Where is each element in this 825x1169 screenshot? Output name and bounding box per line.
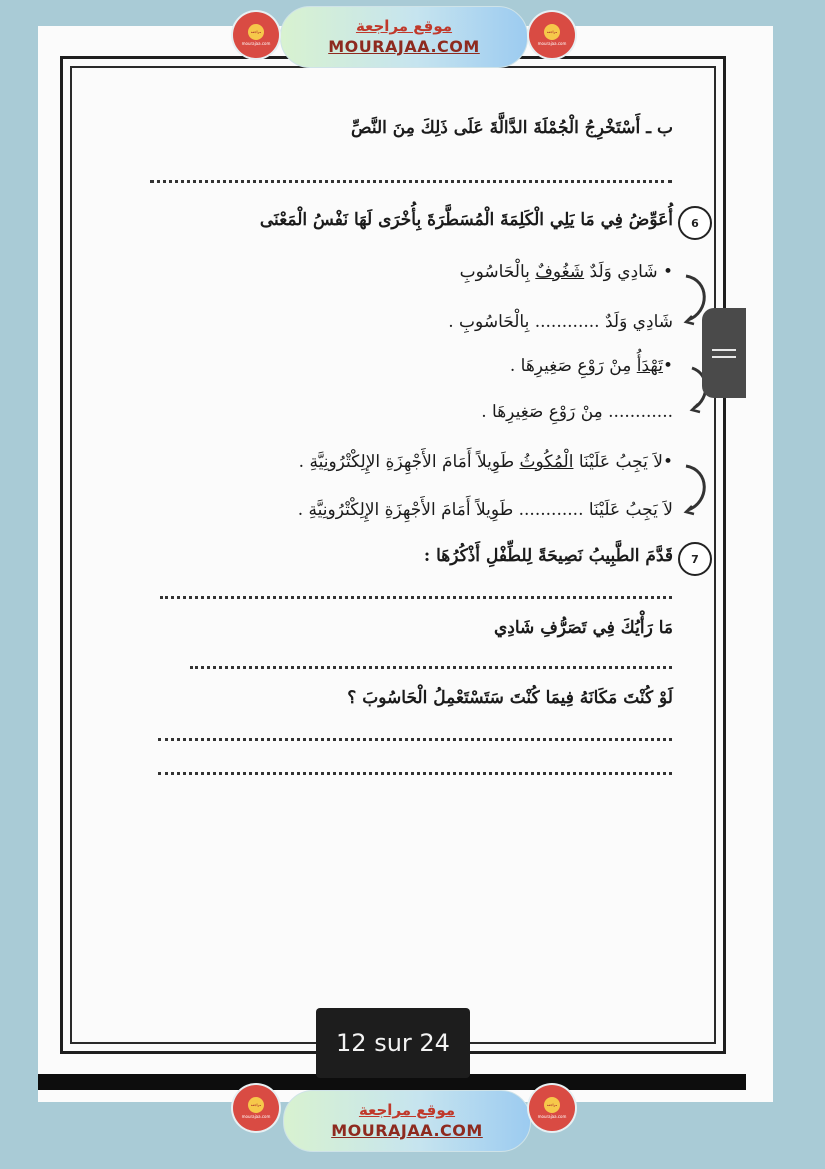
sentence-1-pre: • شَادِي وَلَدٌ [584, 262, 673, 282]
sentence-3-pre: •لاَ يَجِبُ عَلَيْنَا [573, 452, 673, 472]
logo-mark [248, 24, 264, 40]
logo-mark [544, 24, 560, 40]
page-indicator [316, 1008, 470, 1078]
scroll-handle-icon[interactable] [702, 308, 746, 398]
logo-caption: mourajaa.com [241, 1114, 271, 1119]
sentence-3-answer: لاَ يَجِبُ عَلَيْنَا ............ طَوِيلاً أَمَامَ الأَجْهِزَةِ الإِلِكْتْرُونِيَّةِ . [297, 500, 673, 520]
site-logo-left [233, 12, 279, 58]
handle-grip-line [712, 349, 736, 351]
sentence-3-post: طَوِيلاً أَمَامَ الأَجْهِزَةِ الإِلِكْتْرُونِيَّةِ . [298, 452, 520, 472]
logo-caption: mourajaa.com [537, 1114, 567, 1119]
logo-mark-text: مراجعة [546, 1103, 558, 1107]
logo-caption: mourajaa.com [537, 41, 567, 46]
site-logo-right [529, 12, 575, 58]
question-number-6: 6 [678, 206, 712, 240]
site-logo-right [529, 1085, 575, 1131]
header-site-link[interactable] [280, 6, 528, 68]
logo-caption: mourajaa.com [241, 41, 271, 46]
handle-grip-line [712, 356, 736, 358]
logo-mark-text: مراجعة [546, 30, 558, 34]
answer-line [160, 596, 672, 599]
sentence-2-pre: • [662, 356, 673, 376]
question-7-title: قَدَّمَ الطَّبِيبُ نَصِيحَةً لِلطِّفْلِ أَذْكُرُهَا : [423, 546, 673, 566]
question-number-7: 7 [678, 542, 712, 576]
question-opinion: مَا رَأْيُكَ فِي تَصَرُّفِ شَادِي [493, 618, 673, 638]
footer-site-english: MOURAJAA.COM [331, 1121, 483, 1140]
page-indicator-label: 12 sur 24 [336, 1029, 450, 1057]
logo-mark [248, 1097, 264, 1113]
logo-mark-text: مراجعة [250, 1103, 262, 1107]
sentence-2-underlined: تَهْدَأُ [636, 356, 663, 376]
question-place: لَوْ كُنْتَ مَكَانَهُ فِيمَا كُنْتَ سَتَسْتَعْمِلُ الْحَاسُوبَ ؟ [347, 688, 673, 708]
header-site-arabic: موقع مراجعة [355, 17, 453, 35]
question-b: ب ـ أَسْتَخْرِجُ الْجُمْلَةَ الدَّالَّةَ عَلَى ذَلِكَ مِنَ النَّصِّ [351, 118, 673, 138]
site-logo-left [233, 1085, 279, 1131]
answer-line [158, 738, 672, 741]
sentence-1 [460, 262, 673, 282]
footer-site-arabic: موقع مراجعة [358, 1101, 456, 1119]
sentence-2-answer: ............ مِنْ رَوْعِ صَغِيرِهَا . [481, 402, 673, 422]
answer-line [190, 666, 672, 669]
answer-line [150, 180, 672, 183]
question-6-title: أُعَوِّضُ فِي مَا يَلِي الْكَلِمَةَ الْمُسَطَّرَةَ بِأُخْرَى لَهَا نَفْسُ الْمَعْنَى [259, 210, 673, 230]
sentence-3 [299, 452, 673, 472]
logo-mark-text: مراجعة [250, 30, 262, 34]
sentence-2-post: مِنْ رَوْعِ صَغِيرِهَا . [509, 356, 637, 376]
answer-line [158, 772, 672, 775]
footer-site-link[interactable] [283, 1090, 531, 1152]
curved-arrow-icon [680, 462, 714, 518]
sentence-1-underlined: شَغُوفٌ [535, 262, 585, 282]
sentence-3-underlined: الْمُكُوثُ [519, 452, 574, 472]
logo-mark [544, 1097, 560, 1113]
sentence-1-post: بِالْحَاسُوبِ [459, 262, 536, 282]
sentence-2 [510, 356, 673, 376]
sentence-1-answer: شَادِي وَلَدٌ ............ بِالْحَاسُوبِ . [448, 312, 673, 332]
header-site-english: MOURAJAA.COM [328, 37, 480, 56]
